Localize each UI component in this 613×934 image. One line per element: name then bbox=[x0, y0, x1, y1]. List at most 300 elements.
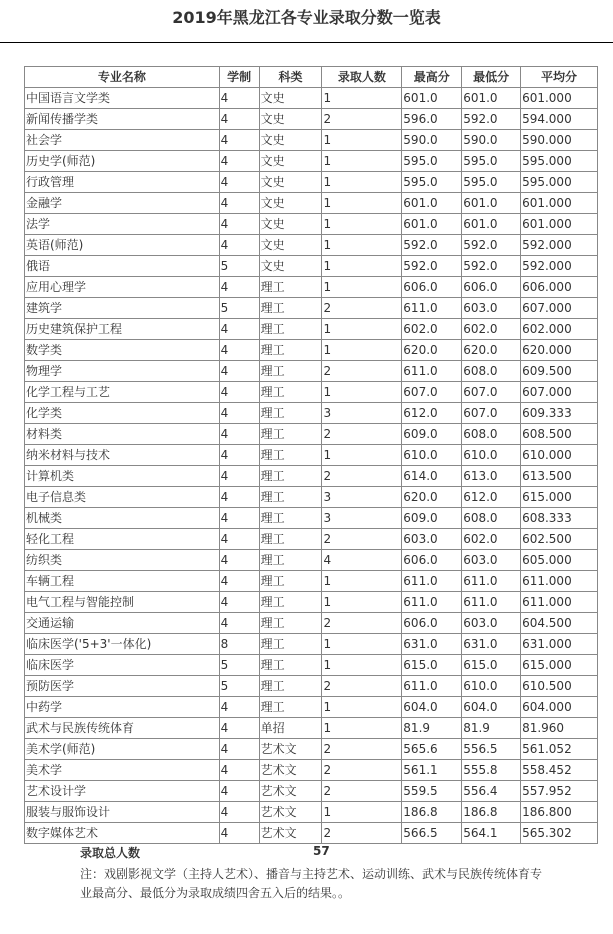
table-cell: 武术与民族传统体育 bbox=[25, 718, 220, 739]
total-label: 录取总人数 bbox=[80, 846, 141, 860]
table-cell: 4 bbox=[219, 760, 259, 781]
table-cell: 8 bbox=[219, 634, 259, 655]
table-cell: 数字媒体艺术 bbox=[25, 823, 220, 844]
table-cell: 1 bbox=[322, 214, 402, 235]
table-cell: 文史 bbox=[259, 256, 322, 277]
table-cell: 美术学(师范) bbox=[25, 739, 220, 760]
table-cell: 理工 bbox=[259, 655, 322, 676]
table-cell: 608.333 bbox=[521, 508, 598, 529]
table-cell: 596.0 bbox=[402, 109, 462, 130]
table-cell: 631.0 bbox=[462, 634, 521, 655]
table-cell: 艺术文 bbox=[259, 823, 322, 844]
table-cell: 607.0 bbox=[462, 382, 521, 403]
table-cell: 1 bbox=[322, 697, 402, 718]
table-cell: 建筑学 bbox=[25, 298, 220, 319]
table-cell: 计算机类 bbox=[25, 466, 220, 487]
table-cell: 601.000 bbox=[521, 193, 598, 214]
table-cell: 611.0 bbox=[402, 298, 462, 319]
table-cell: 理工 bbox=[259, 487, 322, 508]
table-cell: 613.0 bbox=[462, 466, 521, 487]
table-row bbox=[25, 655, 598, 676]
table-cell: 理工 bbox=[259, 298, 322, 319]
table-cell: 理工 bbox=[259, 613, 322, 634]
table-row bbox=[25, 277, 598, 298]
table-cell: 临床医学 bbox=[25, 655, 220, 676]
table-row bbox=[25, 718, 598, 739]
table-cell: 2 bbox=[322, 676, 402, 697]
table-cell: 4 bbox=[219, 718, 259, 739]
table-cell: 4 bbox=[219, 445, 259, 466]
table-cell: 4 bbox=[219, 88, 259, 109]
table-cell: 1 bbox=[322, 172, 402, 193]
table-cell: 615.0 bbox=[462, 655, 521, 676]
table-cell: 1 bbox=[322, 802, 402, 823]
table-cell: 609.0 bbox=[402, 424, 462, 445]
table-cell: 轻化工程 bbox=[25, 529, 220, 550]
table-cell: 4 bbox=[322, 550, 402, 571]
table-cell: 4 bbox=[219, 172, 259, 193]
table-cell: 4 bbox=[219, 781, 259, 802]
table-cell: 620.0 bbox=[402, 487, 462, 508]
table-cell: 5 bbox=[219, 655, 259, 676]
table-header-row bbox=[25, 67, 598, 88]
table-cell: 行政管理 bbox=[25, 172, 220, 193]
table-cell: 556.5 bbox=[462, 739, 521, 760]
table-cell: 603.0 bbox=[462, 550, 521, 571]
table-cell: 4 bbox=[219, 277, 259, 298]
table-cell: 1 bbox=[322, 571, 402, 592]
table-cell: 603.0 bbox=[462, 613, 521, 634]
table-cell: 565.302 bbox=[521, 823, 598, 844]
table-cell: 620.0 bbox=[462, 340, 521, 361]
table-cell: 606.0 bbox=[402, 277, 462, 298]
table-cell: 609.333 bbox=[521, 403, 598, 424]
table-row bbox=[25, 403, 598, 424]
table-cell: 英语(师范) bbox=[25, 235, 220, 256]
table-cell: 4 bbox=[219, 403, 259, 424]
table-cell: 590.000 bbox=[521, 130, 598, 151]
table-cell: 595.000 bbox=[521, 151, 598, 172]
table-cell: 5 bbox=[219, 298, 259, 319]
table-cell: 1 bbox=[322, 340, 402, 361]
table-cell: 613.500 bbox=[521, 466, 598, 487]
table-cell: 1 bbox=[322, 445, 402, 466]
table-cell: 606.0 bbox=[402, 550, 462, 571]
table-row bbox=[25, 340, 598, 361]
table-cell: 4 bbox=[219, 571, 259, 592]
table-cell: 186.8 bbox=[462, 802, 521, 823]
table-cell: 556.4 bbox=[462, 781, 521, 802]
divider bbox=[0, 42, 613, 43]
table-row bbox=[25, 571, 598, 592]
table-cell: 592.0 bbox=[462, 235, 521, 256]
table-cell: 611.0 bbox=[462, 592, 521, 613]
table-cell: 595.0 bbox=[462, 172, 521, 193]
column-header: 科类 bbox=[259, 67, 322, 88]
column-header: 学制 bbox=[219, 67, 259, 88]
table-cell: 中国语言文学类 bbox=[25, 88, 220, 109]
table-cell: 4 bbox=[219, 193, 259, 214]
table-row bbox=[25, 466, 598, 487]
table-row bbox=[25, 550, 598, 571]
table-cell: 理工 bbox=[259, 697, 322, 718]
table-cell: 602.0 bbox=[462, 319, 521, 340]
table-cell: 4 bbox=[219, 319, 259, 340]
table-cell: 608.0 bbox=[462, 508, 521, 529]
column-header: 专业名称 bbox=[25, 67, 220, 88]
table-cell: 610.000 bbox=[521, 445, 598, 466]
table-cell: 文史 bbox=[259, 214, 322, 235]
table-cell: 615.000 bbox=[521, 487, 598, 508]
table-cell: 纳米材料与技术 bbox=[25, 445, 220, 466]
column-header: 录取人数 bbox=[322, 67, 402, 88]
table-cell: 物理学 bbox=[25, 361, 220, 382]
table-cell: 595.0 bbox=[402, 172, 462, 193]
table-cell: 611.0 bbox=[402, 571, 462, 592]
table-cell: 金融学 bbox=[25, 193, 220, 214]
table-cell: 1 bbox=[322, 88, 402, 109]
table-cell: 607.0 bbox=[462, 403, 521, 424]
table-cell: 文史 bbox=[259, 193, 322, 214]
table-cell: 文史 bbox=[259, 88, 322, 109]
table-cell: 595.0 bbox=[402, 151, 462, 172]
table-cell: 化学类 bbox=[25, 403, 220, 424]
table-cell: 606.0 bbox=[462, 277, 521, 298]
table-cell: 美术学 bbox=[25, 760, 220, 781]
table-row bbox=[25, 235, 598, 256]
table-row bbox=[25, 676, 598, 697]
table-cell: 607.000 bbox=[521, 382, 598, 403]
table-row bbox=[25, 256, 598, 277]
table-cell: 601.0 bbox=[462, 88, 521, 109]
table-cell: 601.0 bbox=[462, 193, 521, 214]
table-cell: 预防医学 bbox=[25, 676, 220, 697]
table-cell: 2 bbox=[322, 361, 402, 382]
table-cell: 社会学 bbox=[25, 130, 220, 151]
table-cell: 1 bbox=[322, 382, 402, 403]
table-cell: 交通运输 bbox=[25, 613, 220, 634]
table-cell: 592.0 bbox=[402, 235, 462, 256]
table-cell: 566.5 bbox=[402, 823, 462, 844]
table-cell: 606.0 bbox=[402, 613, 462, 634]
table-cell: 607.000 bbox=[521, 298, 598, 319]
table-cell: 601.0 bbox=[402, 193, 462, 214]
table-cell: 1 bbox=[322, 130, 402, 151]
table-cell: 1 bbox=[322, 634, 402, 655]
table-row bbox=[25, 508, 598, 529]
table-cell: 理工 bbox=[259, 424, 322, 445]
table-cell: 理工 bbox=[259, 466, 322, 487]
table-cell: 602.000 bbox=[521, 319, 598, 340]
table-cell: 文史 bbox=[259, 235, 322, 256]
table-cell: 理工 bbox=[259, 529, 322, 550]
table-cell: 610.500 bbox=[521, 676, 598, 697]
table-cell: 558.452 bbox=[521, 760, 598, 781]
footnote: 注：戏剧影视文学（主持人艺术）、播音与主持艺术、运动训练、武术与民族传统体育专业最高分、最低分为录取成绩四舍五入后的结果。。 bbox=[80, 867, 543, 900]
table-cell: 中药学 bbox=[25, 697, 220, 718]
table-cell: 艺术文 bbox=[259, 802, 322, 823]
table-row bbox=[25, 214, 598, 235]
table-row bbox=[25, 424, 598, 445]
table-cell: 555.8 bbox=[462, 760, 521, 781]
table-cell: 601.0 bbox=[462, 214, 521, 235]
table-cell: 4 bbox=[219, 235, 259, 256]
table-cell: 611.0 bbox=[402, 361, 462, 382]
table-cell: 601.000 bbox=[521, 214, 598, 235]
page-title: 2019年黑龙江各专业录取分数一览表 bbox=[172, 8, 441, 27]
table-row bbox=[25, 634, 598, 655]
table-cell: 186.800 bbox=[521, 802, 598, 823]
table-cell: 611.0 bbox=[402, 592, 462, 613]
table-cell: 615.0 bbox=[402, 655, 462, 676]
table-cell: 1 bbox=[322, 235, 402, 256]
table-cell: 纺织类 bbox=[25, 550, 220, 571]
table-cell: 605.000 bbox=[521, 550, 598, 571]
table-cell: 604.500 bbox=[521, 613, 598, 634]
table-cell: 604.0 bbox=[462, 697, 521, 718]
column-header: 平均分 bbox=[521, 67, 598, 88]
table-cell: 1 bbox=[322, 592, 402, 613]
table-cell: 631.0 bbox=[402, 634, 462, 655]
table-row bbox=[25, 130, 598, 151]
table-cell: 临床医学('5+3'一体化) bbox=[25, 634, 220, 655]
table-cell: 81.960 bbox=[521, 718, 598, 739]
table-cell: 609.500 bbox=[521, 361, 598, 382]
table-cell: 化学工程与工艺 bbox=[25, 382, 220, 403]
table-cell: 590.0 bbox=[462, 130, 521, 151]
table-cell: 理工 bbox=[259, 340, 322, 361]
table-cell: 4 bbox=[219, 697, 259, 718]
table-cell: 4 bbox=[219, 592, 259, 613]
table-cell: 服装与服饰设计 bbox=[25, 802, 220, 823]
table-cell: 592.000 bbox=[521, 256, 598, 277]
table-cell: 俄语 bbox=[25, 256, 220, 277]
table-row bbox=[25, 613, 598, 634]
table-cell: 565.6 bbox=[402, 739, 462, 760]
total-value: 57 bbox=[313, 844, 330, 858]
table-cell: 1 bbox=[322, 193, 402, 214]
table-cell: 车辆工程 bbox=[25, 571, 220, 592]
table-cell: 理工 bbox=[259, 508, 322, 529]
table-cell: 3 bbox=[322, 508, 402, 529]
table-row bbox=[25, 172, 598, 193]
table-cell: 新闻传播学类 bbox=[25, 109, 220, 130]
table-cell: 561.1 bbox=[402, 760, 462, 781]
table-cell: 603.0 bbox=[462, 298, 521, 319]
total-admitted bbox=[80, 844, 330, 861]
table-cell: 601.000 bbox=[521, 88, 598, 109]
table-cell: 法学 bbox=[25, 214, 220, 235]
table-cell: 2 bbox=[322, 529, 402, 550]
table-cell: 材料类 bbox=[25, 424, 220, 445]
table-cell: 611.000 bbox=[521, 592, 598, 613]
table-cell: 2 bbox=[322, 760, 402, 781]
table-row bbox=[25, 802, 598, 823]
table-cell: 单招 bbox=[259, 718, 322, 739]
table-cell: 4 bbox=[219, 487, 259, 508]
table-cell: 4 bbox=[219, 361, 259, 382]
table-cell: 2 bbox=[322, 781, 402, 802]
table-row bbox=[25, 361, 598, 382]
table-cell: 4 bbox=[219, 424, 259, 445]
table-cell: 611.000 bbox=[521, 571, 598, 592]
table-cell: 5 bbox=[219, 256, 259, 277]
table-cell: 604.000 bbox=[521, 697, 598, 718]
table-cell: 614.0 bbox=[402, 466, 462, 487]
table-cell: 文史 bbox=[259, 109, 322, 130]
table-cell: 2 bbox=[322, 298, 402, 319]
table-cell: 理工 bbox=[259, 634, 322, 655]
table-cell: 81.9 bbox=[462, 718, 521, 739]
table-cell: 602.0 bbox=[402, 319, 462, 340]
table-cell: 2 bbox=[322, 823, 402, 844]
table-cell: 文史 bbox=[259, 130, 322, 151]
table-cell: 4 bbox=[219, 529, 259, 550]
table-cell: 561.052 bbox=[521, 739, 598, 760]
table-cell: 艺术设计学 bbox=[25, 781, 220, 802]
table-cell: 606.000 bbox=[521, 277, 598, 298]
table-cell: 2 bbox=[322, 613, 402, 634]
table-cell: 4 bbox=[219, 823, 259, 844]
table-row bbox=[25, 109, 598, 130]
table-cell: 4 bbox=[219, 802, 259, 823]
column-header: 最高分 bbox=[402, 67, 462, 88]
table-cell: 615.000 bbox=[521, 655, 598, 676]
table-cell: 理工 bbox=[259, 676, 322, 697]
table-cell: 理工 bbox=[259, 382, 322, 403]
table-cell: 艺术文 bbox=[259, 760, 322, 781]
table-cell: 603.0 bbox=[402, 529, 462, 550]
table-cell: 4 bbox=[219, 151, 259, 172]
table-row bbox=[25, 445, 598, 466]
table-cell: 4 bbox=[219, 508, 259, 529]
table-cell: 2 bbox=[322, 739, 402, 760]
table-row bbox=[25, 193, 598, 214]
table-row bbox=[25, 382, 598, 403]
table-row bbox=[25, 592, 598, 613]
table-cell: 4 bbox=[219, 340, 259, 361]
table-cell: 1 bbox=[322, 655, 402, 676]
table-cell: 592.0 bbox=[462, 256, 521, 277]
table-cell: 艺术文 bbox=[259, 781, 322, 802]
table-row bbox=[25, 298, 598, 319]
table-cell: 594.000 bbox=[521, 109, 598, 130]
table-cell: 610.0 bbox=[402, 445, 462, 466]
table-cell: 595.0 bbox=[462, 151, 521, 172]
table-cell: 历史学(师范) bbox=[25, 151, 220, 172]
table-cell: 592.0 bbox=[402, 256, 462, 277]
table-cell: 601.0 bbox=[402, 214, 462, 235]
table-cell: 4 bbox=[219, 130, 259, 151]
table-cell: 186.8 bbox=[402, 802, 462, 823]
table-cell: 理工 bbox=[259, 592, 322, 613]
table-cell: 604.0 bbox=[402, 697, 462, 718]
table-row bbox=[25, 823, 598, 844]
table-cell: 607.0 bbox=[402, 382, 462, 403]
table-cell: 电气工程与智能控制 bbox=[25, 592, 220, 613]
table-cell: 电子信息类 bbox=[25, 487, 220, 508]
table-cell: 564.1 bbox=[462, 823, 521, 844]
table-row bbox=[25, 781, 598, 802]
table-cell: 艺术文 bbox=[259, 739, 322, 760]
table-cell: 应用心理学 bbox=[25, 277, 220, 298]
table-cell: 1 bbox=[322, 718, 402, 739]
table-cell: 4 bbox=[219, 466, 259, 487]
table-cell: 理工 bbox=[259, 571, 322, 592]
table-cell: 文史 bbox=[259, 172, 322, 193]
table-cell: 612.0 bbox=[402, 403, 462, 424]
table-cell: 4 bbox=[219, 739, 259, 760]
table-row bbox=[25, 319, 598, 340]
table-row bbox=[25, 529, 598, 550]
table-cell: 4 bbox=[219, 382, 259, 403]
table-row bbox=[25, 487, 598, 508]
table-cell: 601.0 bbox=[402, 88, 462, 109]
table-cell: 610.0 bbox=[462, 676, 521, 697]
table-row bbox=[25, 760, 598, 781]
table-cell: 理工 bbox=[259, 445, 322, 466]
table-cell: 592.000 bbox=[521, 235, 598, 256]
table-cell: 557.952 bbox=[521, 781, 598, 802]
table-cell: 590.0 bbox=[402, 130, 462, 151]
table-cell: 文史 bbox=[259, 151, 322, 172]
table-cell: 4 bbox=[219, 613, 259, 634]
table-cell: 理工 bbox=[259, 319, 322, 340]
table-cell: 620.0 bbox=[402, 340, 462, 361]
table-row bbox=[25, 697, 598, 718]
table-cell: 5 bbox=[219, 676, 259, 697]
table-cell: 1 bbox=[322, 151, 402, 172]
table-cell: 631.000 bbox=[521, 634, 598, 655]
table-cell: 3 bbox=[322, 487, 402, 508]
table-cell: 理工 bbox=[259, 403, 322, 424]
table-cell: 559.5 bbox=[402, 781, 462, 802]
table-cell: 历史建筑保护工程 bbox=[25, 319, 220, 340]
table-cell: 4 bbox=[219, 214, 259, 235]
table-row bbox=[25, 739, 598, 760]
table-cell: 理工 bbox=[259, 550, 322, 571]
table-cell: 1 bbox=[322, 256, 402, 277]
table-cell: 608.500 bbox=[521, 424, 598, 445]
table-cell: 1 bbox=[322, 319, 402, 340]
table-cell: 602.500 bbox=[521, 529, 598, 550]
table-cell: 610.0 bbox=[462, 445, 521, 466]
table-cell: 602.0 bbox=[462, 529, 521, 550]
table-cell: 592.0 bbox=[462, 109, 521, 130]
table-cell: 2 bbox=[322, 466, 402, 487]
table-cell: 2 bbox=[322, 424, 402, 445]
table-cell: 3 bbox=[322, 403, 402, 424]
table-cell: 611.0 bbox=[402, 676, 462, 697]
table-cell: 611.0 bbox=[462, 571, 521, 592]
column-header: 最低分 bbox=[462, 67, 521, 88]
table-cell: 620.000 bbox=[521, 340, 598, 361]
table-cell: 612.0 bbox=[462, 487, 521, 508]
table-cell: 2 bbox=[322, 109, 402, 130]
table-cell: 595.000 bbox=[521, 172, 598, 193]
table-cell: 609.0 bbox=[402, 508, 462, 529]
table-cell: 4 bbox=[219, 550, 259, 571]
scores-table bbox=[24, 66, 598, 844]
table-cell: 数学类 bbox=[25, 340, 220, 361]
table-cell: 608.0 bbox=[462, 424, 521, 445]
table-row bbox=[25, 151, 598, 172]
table-cell: 608.0 bbox=[462, 361, 521, 382]
table-cell: 理工 bbox=[259, 277, 322, 298]
table-row bbox=[25, 88, 598, 109]
table-cell: 81.9 bbox=[402, 718, 462, 739]
table-cell: 理工 bbox=[259, 361, 322, 382]
